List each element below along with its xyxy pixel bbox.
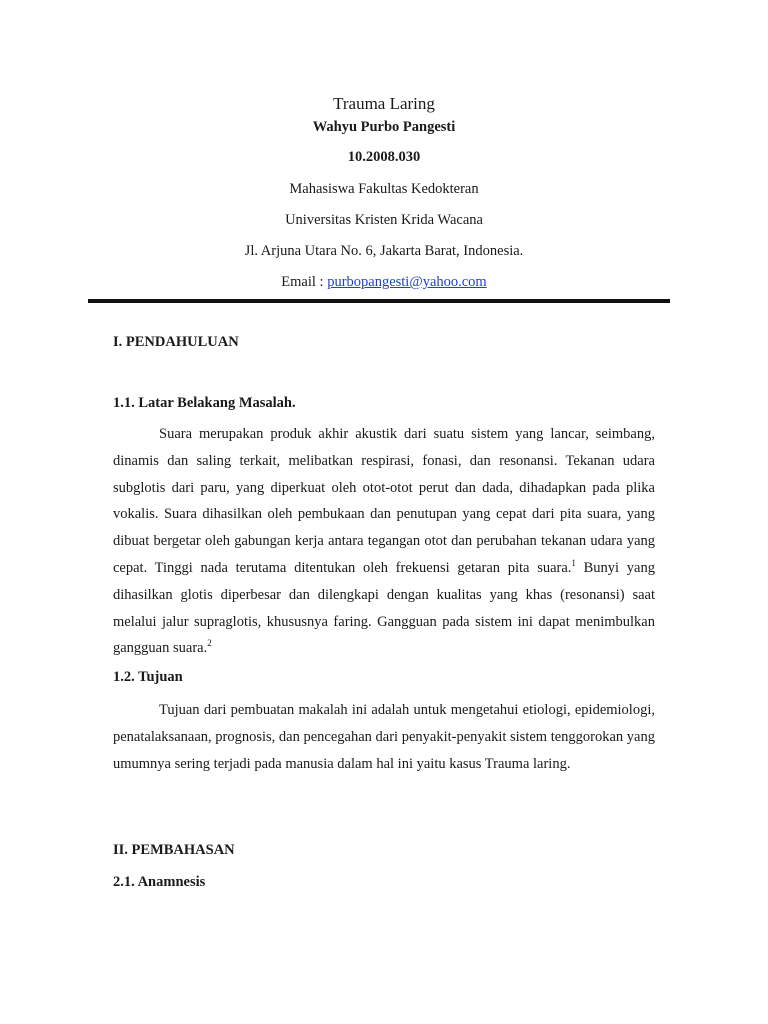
heading-pembahasan: II. PEMBAHASAN [113, 842, 235, 858]
latar-belakang-text-2: Bunyi yang dihasilkan glotis diperbesar dan dilengkapi dengan kualitas yang khas (resonansi) saat melalui jalur supraglotis, khususnya faring. Gangguan pada sistem ini dapat menimbulkan gangguan suara. [113, 559, 655, 657]
email-line [0, 272, 768, 292]
email-link[interactable]: purbopangesti@yahoo.com [327, 274, 487, 290]
heading-latar-belakang: 1.1. Latar Belakang Masalah. [113, 395, 296, 411]
author-name: Wahyu Purbo Pangesti [312, 119, 456, 135]
address-line: Jl. Arjuna Utara No. 6, Jakarta Barat, Indonesia. [244, 243, 524, 259]
document-title: Trauma Laring [333, 94, 435, 113]
heading-tujuan: 1.2. Tujuan [113, 669, 183, 685]
paragraph-tujuan: Tujuan dari pembuatan makalah ini adalah untuk mengetahui etiologi, epidemiologi, penatalaksanaan, prognosis, dan pencegahan dari penyakit-penyakit sistem tenggorokan yang umumnya sering terjadi pada manusia dalam hal ini yaitu kasus Trauma laring. [113, 702, 655, 772]
affiliation-role: Mahasiswa Fakultas Kedokteran [289, 181, 479, 197]
header-divider [88, 299, 670, 303]
footnote-ref-1: 1 [571, 558, 576, 569]
paragraph-latar-belakang [113, 421, 655, 662]
student-id: 10.2008.030 [347, 149, 421, 165]
latar-belakang-text-1: Suara merupakan produk akhir akustik dari suatu sistem yang lancar, seimbang, dinamis dan saling terkait, melibatkan respirasi, fonasi, dan resonansi. Tekanan udara subglotis dari paru, yang diperkuat oleh otot-otot perut dan dada, dihadapkan pada plika vokalis. Suara dihasilkan oleh pembukaan dan penutupan yang cepat dari pita suara, yang dibuat bergetar oleh gabungan kerja antara tegangan otot dan perubahan tekanan udara yang cepat. Tinggi nada terutama ditentukan oleh frekuensi getaran pita suara. [113, 426, 655, 576]
footnote-ref-2: 2 [207, 638, 212, 649]
university-name: Universitas Kristen Krida Wacana [285, 212, 483, 228]
email-label: Email : [281, 274, 328, 290]
document-header [0, 92, 768, 292]
heading-anamnesis: 2.1. Anamnesis [113, 874, 206, 890]
heading-pendahuluan: I. PENDAHULUAN [113, 334, 239, 350]
